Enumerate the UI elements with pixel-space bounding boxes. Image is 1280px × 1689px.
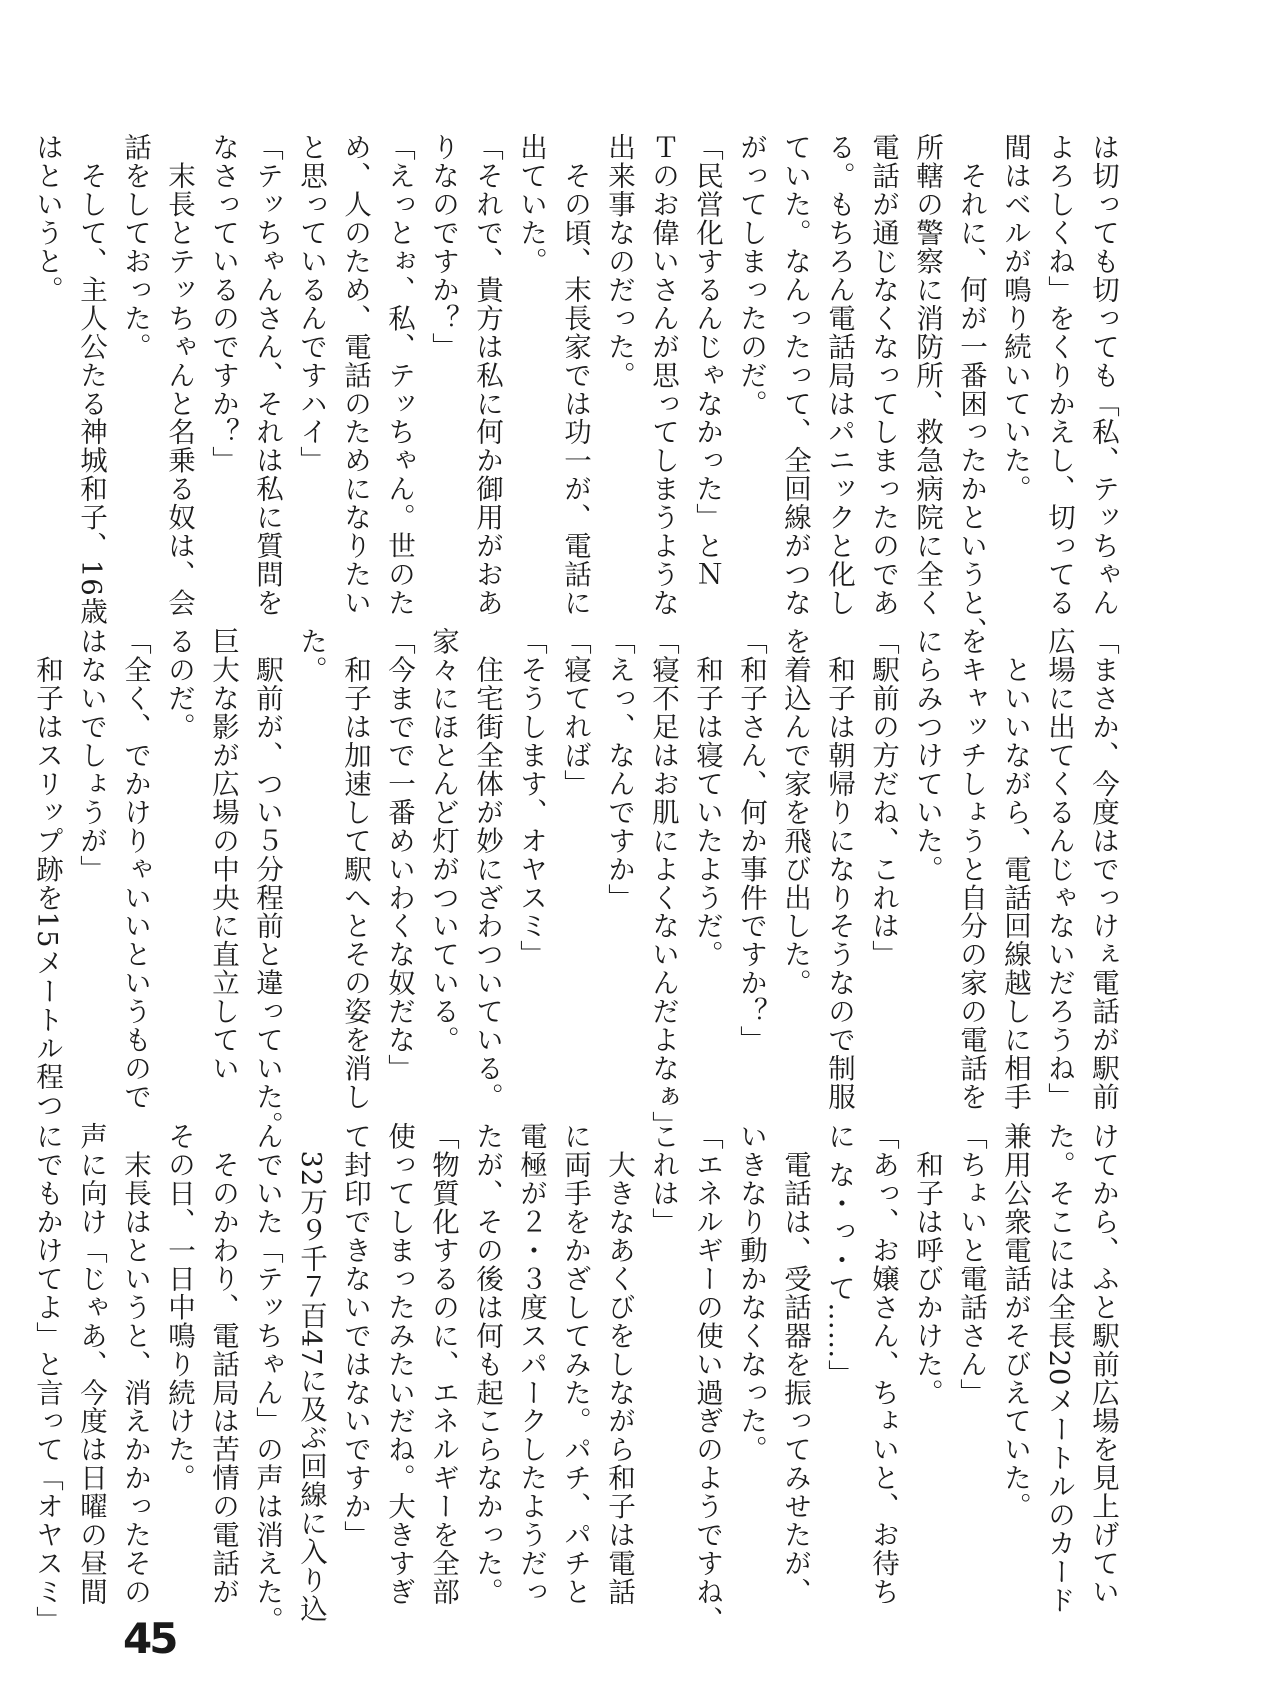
text-line: 「えっとぉ、私、テッちゃん。世のた xyxy=(383,133,415,617)
text-line: るのだ。 xyxy=(163,627,195,741)
text-line: 出ていた。 xyxy=(515,133,547,276)
text-line: 間はベルが鳴り続いていた。 xyxy=(999,133,1031,503)
text-line: をキャッチしょうと自分の家の電話を xyxy=(955,627,987,1111)
text-line: 電話は、受話器を振ってみせたが、 xyxy=(779,1122,811,1606)
text-line: 「エネルギーの使い過ぎのようですね、 xyxy=(691,1122,723,1635)
text-line: 「民営化するんじゃなかった」とＮ xyxy=(691,133,723,589)
text-line: 「寝てれば」 xyxy=(559,627,591,798)
text-line: 和子はスリップ跡を15メートル程つ xyxy=(31,627,63,1120)
text-line: 「それで、貴方は私に何か御用がおあ xyxy=(471,133,503,617)
text-line: 「テッちゃんさん、それは私に質問を xyxy=(251,133,283,617)
text-line: 大きなあくびをしながら和子は電話 xyxy=(603,1122,635,1606)
text-line: がってしまったのだ。 xyxy=(735,133,767,418)
text-line: 「えっ、なんですか」 xyxy=(603,627,635,912)
text-line: 出来事なのだった。 xyxy=(603,133,635,390)
text-line: そのかわり、電話局は苦情の電話が xyxy=(207,1122,239,1606)
text-line: 32万９千７百47に及ぶ回線に入り込 xyxy=(295,1122,327,1623)
text-line: 「今までで一番めいわくな奴だな」 xyxy=(383,627,415,1083)
text-line: て封印できないではないですか」 xyxy=(339,1122,371,1549)
text-line: ていた。なんったって、全回線がつな xyxy=(779,133,811,617)
text-line: それに、何が一番困ったかというと、 xyxy=(955,133,987,646)
text-line: はというと。 xyxy=(31,133,63,304)
text-line: 所轄の警察に消防所、救急病院に全く xyxy=(911,133,943,617)
text-line: 話をしておった。 xyxy=(119,133,151,361)
text-line: た。 xyxy=(295,627,327,684)
text-line: 和子は呼びかけた。 xyxy=(911,1122,943,1407)
text-line: 使ってしまったみたいだね。大きすぎ xyxy=(383,1122,415,1606)
text-line: は切っても切っても「私、テッちゃん xyxy=(1087,133,1119,617)
text-line: に な・っ・て……」 xyxy=(823,1122,855,1388)
text-line: を着込んで家を飛び出した。 xyxy=(779,627,811,997)
text-block-middle xyxy=(31,627,1125,1140)
text-line: そして、主人公たる神城和子、16歳 xyxy=(75,133,107,626)
text-block-bottom xyxy=(31,1122,1125,1635)
text-line: 家々にほとんど灯がついている。 xyxy=(427,627,459,1054)
text-line: 「和子さん、何か事件ですか？」 xyxy=(735,627,767,1054)
text-line: 「寝不足はお肌によくないんだよなぁ」 xyxy=(647,627,679,1140)
text-line: にらみつけていた。 xyxy=(911,627,943,884)
text-line: 「物質化するのに、エネルギーを全部 xyxy=(427,1122,459,1606)
text-line: 和子は朝帰りになりそうなので制服 xyxy=(823,627,855,1111)
text-line: よろしくね」をくりかえし、切ってる xyxy=(1043,133,1075,617)
text-line: Ｔのお偉いさんが思ってしまうような xyxy=(647,133,679,617)
text-line: 末長はというと、消えかかったその xyxy=(119,1122,151,1606)
text-line: 「駅前の方だね、これは」 xyxy=(867,627,899,969)
text-line: 住宅街全体が妙にざわついている。 xyxy=(471,627,503,1111)
text-line: りなのですか？」 xyxy=(427,133,459,361)
text-block-top xyxy=(31,133,1125,646)
text-line: にでもかけてよ」と言って「オヤスミ」 xyxy=(31,1122,63,1635)
text-line: め、人のため、電話のためになりたい xyxy=(339,133,371,617)
text-line: 電極が２・３度スパークしたようだっ xyxy=(515,1122,547,1606)
text-line: けてから、ふと駅前広場を見上げてい xyxy=(1087,1122,1119,1606)
text-line: 兼用公衆電話がそびえていた。 xyxy=(999,1122,1031,1521)
text-line: 「まさか、今度はでっけぇ電話が駅前 xyxy=(1087,627,1119,1111)
text-line: いきなり動かなくなった。 xyxy=(735,1122,767,1464)
text-line: その日、一日中鳴り続けた。 xyxy=(163,1122,195,1492)
text-line: はないでしょうが」 xyxy=(75,627,107,884)
page-number: 45 xyxy=(123,1614,176,1663)
text-line: 和子は寝ていたようだ。 xyxy=(691,627,723,969)
text-line: る。もちろん電話局はパニックと化し xyxy=(823,133,855,617)
text-line: 「そうします、オヤスミ」 xyxy=(515,627,547,969)
text-line: 巨大な影が広場の中央に直立してい xyxy=(207,627,239,1083)
text-line: と思っているんですハイ」 xyxy=(295,133,327,475)
text-line: んでいた「テッちゃん」の声は消えた。 xyxy=(251,1122,283,1635)
text-line: 末長とテッちゃんと名乗る奴は、会 xyxy=(163,133,195,617)
text-line: なさっているのですか？」 xyxy=(207,133,239,475)
text-line: たが、その後は何も起こらなかった。 xyxy=(471,1122,503,1606)
text-line: 「ちょいと電話さん」 xyxy=(955,1122,987,1407)
text-line: に両手をかざしてみた。パチ、パチと xyxy=(559,1122,591,1606)
text-line: た。そこには全長20メートルのカード xyxy=(1043,1122,1075,1615)
text-line: 電話が通じなくなってしまったのであ xyxy=(867,133,899,617)
text-line: これは」 xyxy=(647,1122,679,1236)
text-line: 駅前が、つい５分程前と違っていた。 xyxy=(251,627,283,1140)
text-line: 声に向け「じゃあ、今度は日曜の昼間 xyxy=(75,1122,107,1606)
text-line: 「あっ、お嬢さん、ちょいと、お待ち xyxy=(867,1122,899,1606)
text-line: その頃、末長家では功一が、電話に xyxy=(559,133,591,617)
text-line: 和子は加速して駅へとその姿を消し xyxy=(339,627,371,1111)
text-line: 「全く、でかけりゃいいというもので xyxy=(119,627,151,1111)
text-line: 広場に出てくるんじゃないだろうね」 xyxy=(1043,627,1075,1111)
text-line: といいながら、電話回線越しに相手 xyxy=(999,627,1031,1111)
